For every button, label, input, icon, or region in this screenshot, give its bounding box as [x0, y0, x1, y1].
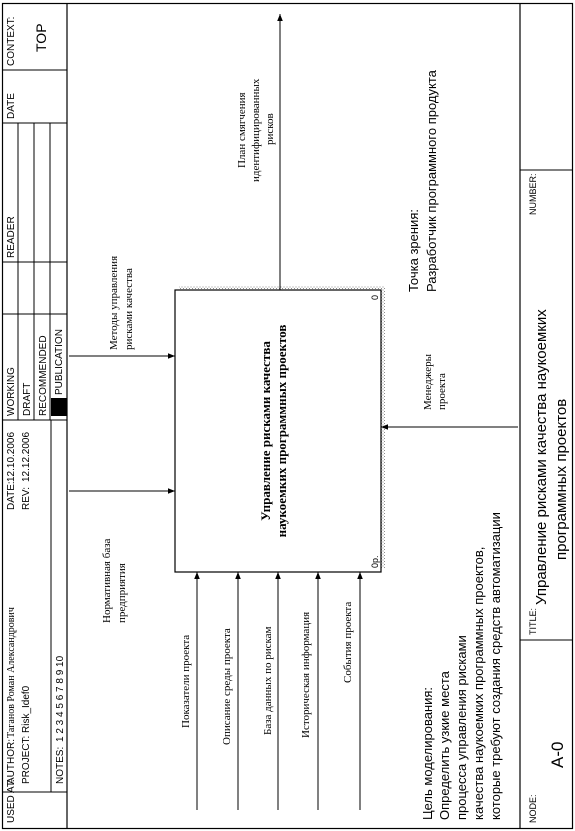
- input-label-project-environment: Описание среды проекта: [221, 628, 233, 745]
- used-at-label: USED AT:: [6, 779, 17, 823]
- notes-value: 1 2 3 4 5 6 7 8 9 10: [55, 655, 66, 742]
- purpose-line3: процесса управления рисками: [454, 635, 469, 820]
- output-label-line1: План смягчения: [236, 92, 248, 168]
- status-publication: PUBLICATION: [54, 329, 65, 395]
- control-label-methods-line1: Методы управления: [108, 255, 120, 350]
- purpose-line5: которые требуют создания средств автоматизации: [488, 512, 503, 820]
- date-value: 12.10.2006: [6, 431, 17, 482]
- input-label-risk-database: База данных по рискам: [262, 626, 274, 735]
- rev-label: REV:: [21, 487, 32, 510]
- input-label-project-indicators: Показатели проекта: [180, 634, 192, 728]
- status-working: WORKING: [6, 367, 17, 416]
- project-label: PROJECT:: [21, 735, 32, 784]
- purpose-line1: Цель моделирования:: [420, 686, 435, 820]
- footer-title-line1: Управление рисками качества наукоемких: [533, 309, 550, 605]
- output-label-line2: идентифицированных: [250, 78, 262, 182]
- status-draft: DRAFT: [22, 382, 33, 416]
- purpose-line4: качества наукоемких программных проектов,: [471, 546, 486, 820]
- notes-label: NOTES:: [55, 746, 66, 784]
- footer-title-line2: программных проектов: [553, 398, 570, 560]
- activity-box-title-line1: Управление рисками качества: [258, 341, 273, 521]
- mechanism-label-line2: проекта: [436, 373, 448, 410]
- project-value: Risk_Idef0: [21, 685, 32, 733]
- reader-label: READER: [6, 216, 17, 258]
- activity-box-number: 0: [370, 294, 380, 300]
- mechanism-label-line1: Менеджеры: [422, 354, 434, 410]
- node-value: A-0: [548, 741, 567, 768]
- node-label: NODE:: [528, 794, 538, 823]
- date-label: DATE:: [6, 481, 17, 510]
- input-label-historical-info: Историческая информация: [300, 611, 312, 738]
- viewpoint-line2: Разработчик программного продукта: [424, 70, 439, 292]
- viewpoint-line1: Точка зрения:: [406, 209, 421, 292]
- activity-box-title-line2: наукоемких программных проектов: [274, 324, 289, 538]
- context-label: CONTEXT:: [6, 16, 17, 66]
- control-label-normative-line1: Нормативная база: [101, 538, 113, 623]
- output-label-line3: рисков: [264, 113, 276, 145]
- control-label-normative-line2: предприятия: [116, 563, 128, 623]
- control-label-methods-line2: рисками качества: [123, 268, 135, 350]
- input-label-project-events: События проекта: [342, 601, 354, 683]
- activity-box-cost: 0р.: [370, 555, 380, 568]
- date-column-label: DATE: [6, 93, 17, 119]
- status-recommended: RECOMMENDED: [38, 335, 49, 416]
- context-value: TOP: [33, 23, 49, 52]
- title-label: TITLE:: [528, 607, 538, 635]
- author-label: AUTHOR:: [6, 739, 17, 784]
- rev-value: 12.12.2006: [21, 431, 32, 482]
- author-value: Таганов Роман Александрович: [6, 607, 17, 738]
- number-label: NUMBER:: [528, 173, 538, 215]
- purpose-line2: Определить узкие места: [437, 671, 452, 820]
